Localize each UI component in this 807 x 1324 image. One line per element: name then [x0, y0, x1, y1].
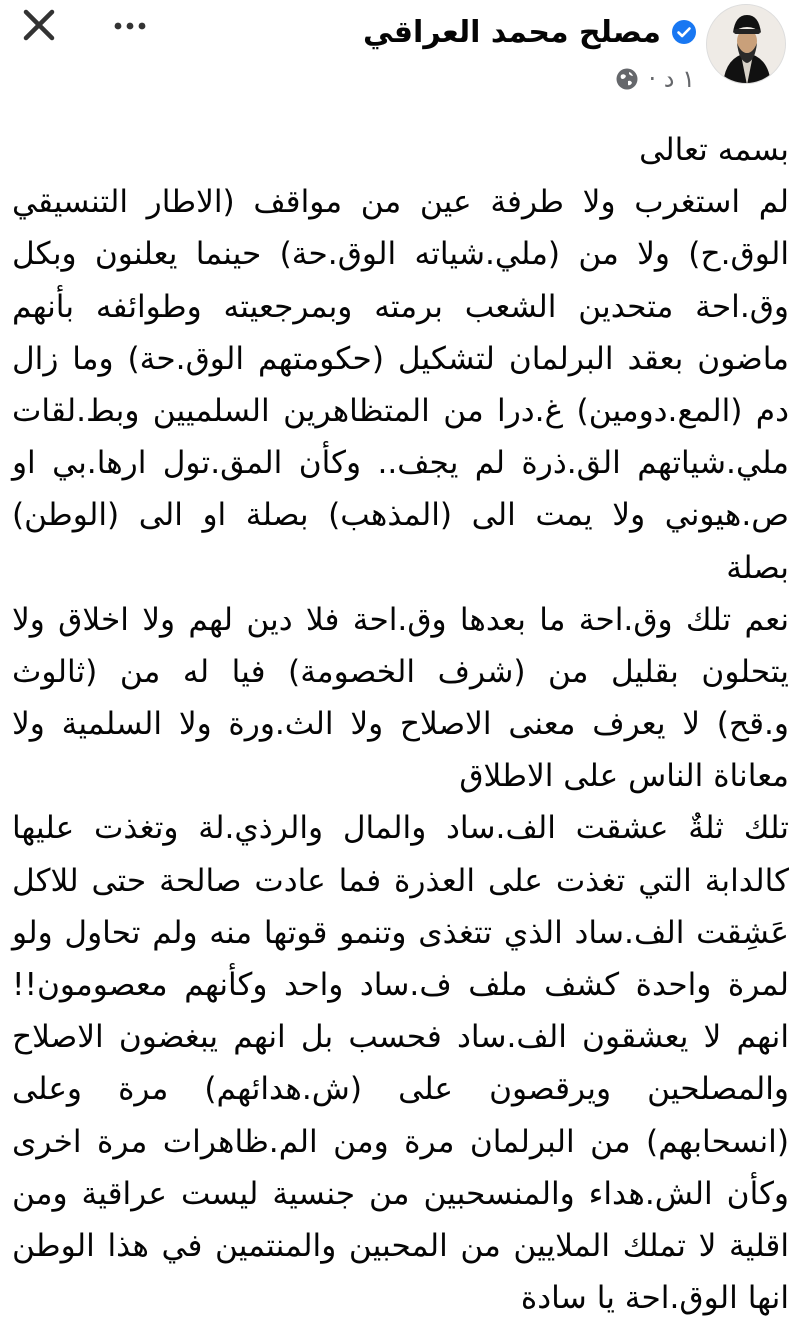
post-line: تلك ثلةٌ عشقت الف.ساد والمال والرذي.لة وتغذت عليها [12, 810, 789, 847]
post-line: دم (المع.دومين) غ.درا من المتظاهرين السلميين وبط.لقات [12, 392, 789, 429]
post-meta [615, 62, 695, 96]
author-photo [707, 5, 786, 84]
post-line: بسمه تعالى [639, 132, 789, 168]
more-options-button[interactable] [108, 8, 152, 44]
post-line: لمرة واحدة كشف ملف ف.ساد واحد وكأنهم معصومون!! [12, 967, 789, 1003]
post-line: كالدابة التي تغذت على العذرة فما عادت صالحة حتى للاكل [12, 862, 789, 899]
post-line: وق.احة متحدين الشعب برمته وبمرجعيته وطوائفه بأنهم [12, 288, 789, 325]
more-options-icon [108, 8, 152, 44]
post-line: ملي.شياتهم الق.ذرة لم يجف.. وكأن المق.تول ارها.بي او [12, 445, 789, 482]
close-button[interactable] [18, 4, 62, 48]
post-line: اقلية لا تملك الملايين من المحبين والمنتمين في هذا الوطن [12, 1227, 789, 1264]
post-line: انها الوق.احة يا سادة [520, 1280, 789, 1317]
post-line: لم استغرب ولا طرفة عين من مواقف (الاطار التنسيقي [12, 184, 789, 221]
post-line: معاناة الناس على الاطلاق [459, 758, 789, 795]
close-icon [18, 4, 62, 48]
post-line: وكأن الش.هداء والمنسحبين من جنسية ليست عراقية ومن [12, 1175, 789, 1212]
post-line: عَشِقت الف.ساد الذي تتغذى وتنمو قوتها منه ولم تحاول ولو [12, 914, 789, 951]
post-time[interactable]: ١ د · [648, 65, 695, 93]
globe-icon[interactable] [615, 67, 639, 91]
post-line: يتحلون بقليل من (شرف الخصومة) فيا له من (ثالوث [12, 653, 789, 690]
avatar[interactable] [706, 4, 786, 84]
post-line: (انسحابهم) من البرلمان مرة ومن الم.ظاهرات مرة اخرى [12, 1123, 789, 1160]
post-header [0, 0, 807, 110]
post-line: والمصلحين ويرقصون على (ش.هدائهم) مرة وعلى [12, 1071, 789, 1108]
post-line: و.قح) لا يعرف معنى الاصلاح ولا الث.ورة ولا السلمية ولا [12, 706, 789, 743]
verified-badge-icon [671, 19, 697, 45]
post-line: نعم تلك وق.احة ما بعدها وق.احة فلا دين لهم ولا اخلاق ولا [12, 601, 789, 638]
post-line: الوق.ح) ولا من (ملي.شياته الوق.حة) حينما يعلنون وبكل [12, 236, 789, 273]
author-row [363, 10, 697, 54]
author-name[interactable]: مصلح محمد العراقي [363, 14, 661, 50]
post-text [0, 124, 807, 1324]
post-line: ص.هيوني ولا يمت الى (المذهب) بصلة او الى (الوطن) [12, 497, 789, 534]
post-line: انهم لا يعشقون الف.ساد فحسب بل انهم يبغضون الاصلاح [12, 1019, 789, 1056]
post-line: ماضون بعقد البرلمان لتشكيل (حكومتهم الوق.حة) وما زال [12, 340, 789, 377]
post-line: بصلة [726, 549, 789, 586]
